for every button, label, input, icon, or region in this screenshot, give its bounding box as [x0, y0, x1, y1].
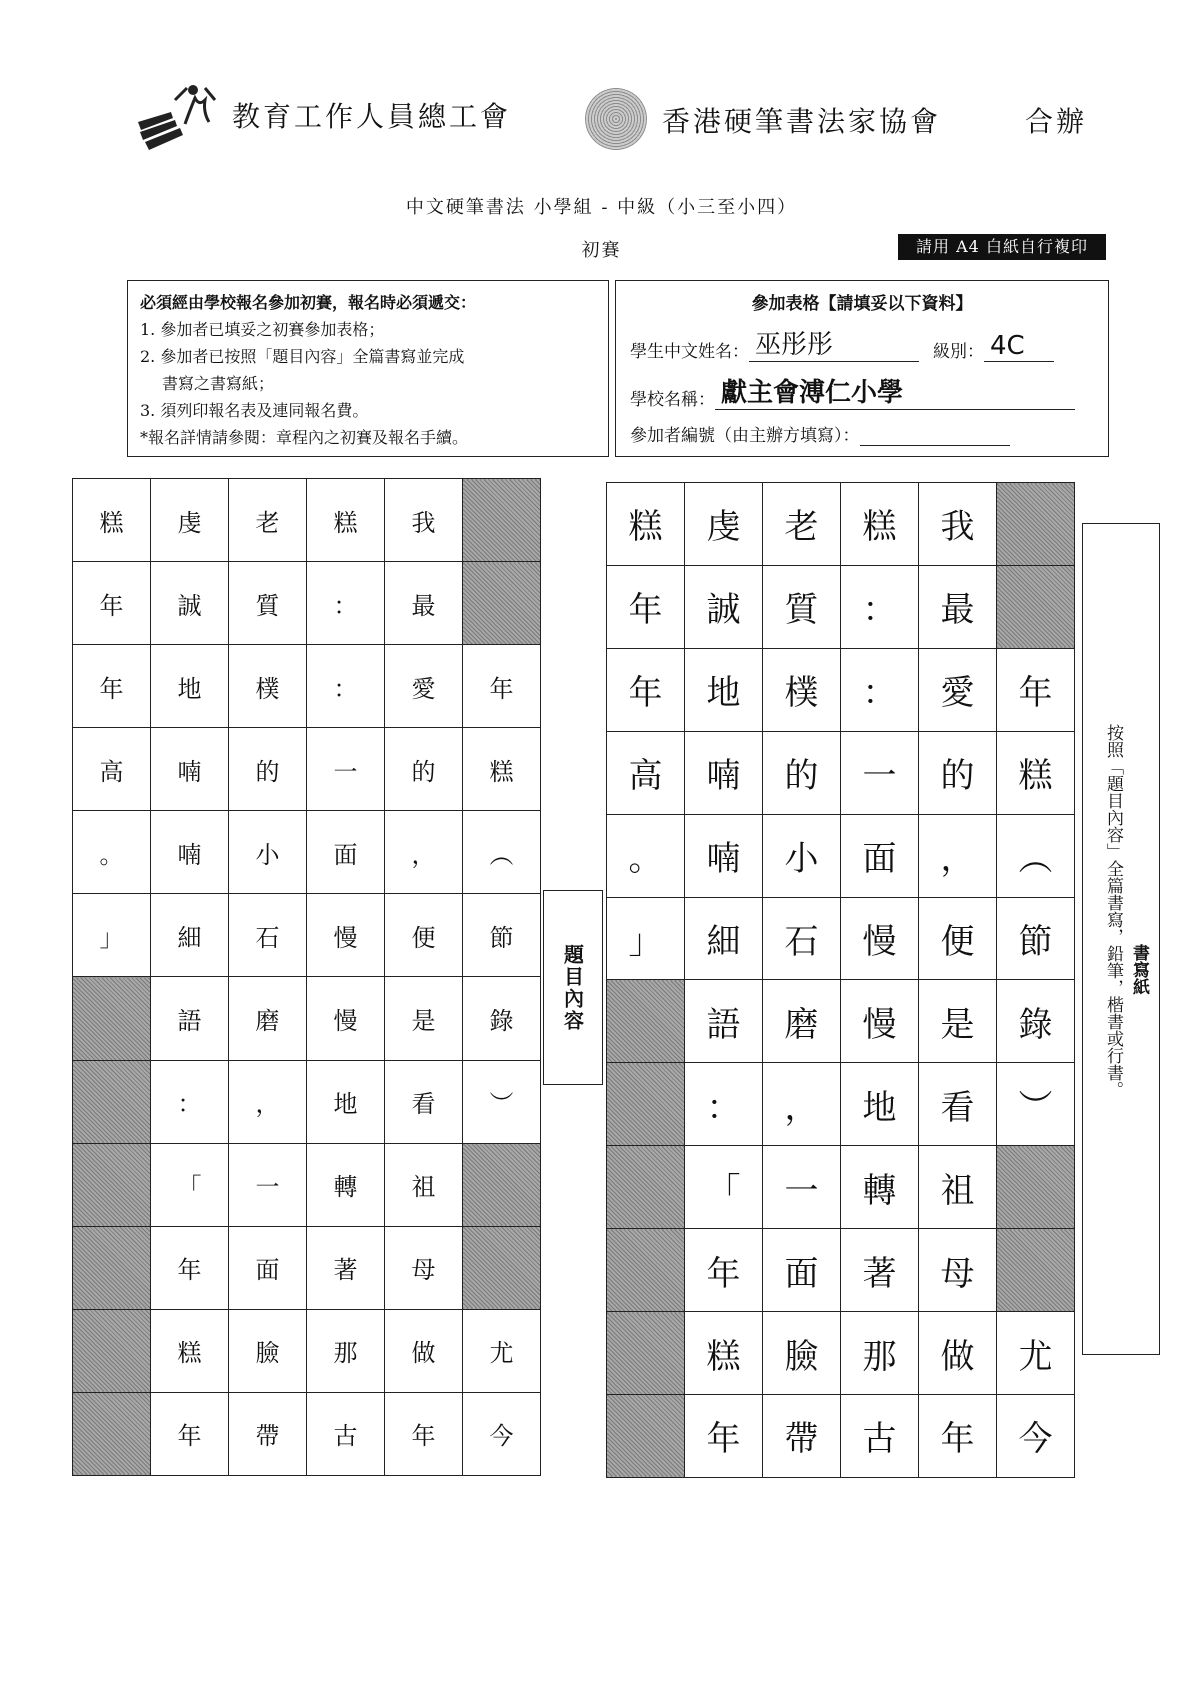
- topic-grid-cell: 誠: [151, 562, 229, 645]
- writing-grid-cell: 一: [841, 731, 919, 814]
- writing-grid-cell: ︵: [997, 814, 1075, 897]
- topic-grid-cell: [73, 1060, 151, 1143]
- writing-grid-cell: 我: [919, 483, 997, 566]
- topic-grid-row: [73, 1309, 541, 1392]
- writing-grid-row: [607, 1312, 1075, 1395]
- topic-grid-cell: 喃: [151, 728, 229, 811]
- topic-grid-cell: 最: [385, 562, 463, 645]
- topic-grid-cell: 母: [385, 1226, 463, 1309]
- writing-grid-row: [607, 980, 1075, 1063]
- writing-grid-cell: [607, 1312, 685, 1395]
- writing-grid-cell: 喃: [685, 731, 763, 814]
- writing-grid-row: [607, 1229, 1075, 1312]
- entry-form-box: [615, 280, 1109, 457]
- topic-grid-cell: 古: [307, 1392, 385, 1475]
- participant-id-label: 參加者編號（由主辦方填寫）：: [630, 426, 860, 446]
- writing-grid-cell: 古: [841, 1394, 919, 1477]
- topic-grid-cell: 面: [229, 1226, 307, 1309]
- writing-grid-row: [607, 565, 1075, 648]
- writing-paper-label: 書寫紙: [1129, 944, 1149, 995]
- writing-grid-cell: 細: [685, 897, 763, 980]
- topic-grid-cell: 樸: [229, 645, 307, 728]
- writing-grid-cell: ，: [919, 814, 997, 897]
- participant-id-field[interactable]: [860, 420, 1010, 446]
- writing-grid-cell: 糕: [607, 483, 685, 566]
- topic-grid-cell: 年: [463, 645, 541, 728]
- topic-grid-cell: [73, 977, 151, 1060]
- topic-grid-cell: [73, 1392, 151, 1475]
- writing-grid-cell: 轉: [841, 1146, 919, 1229]
- requirements-note: *報名詳情請參閱：章程內之初賽及報名手續。: [140, 428, 469, 447]
- topic-grid-cell: 喃: [151, 811, 229, 894]
- writing-grid-cell: 做: [919, 1312, 997, 1395]
- topic-grid-cell: 糕: [73, 479, 151, 562]
- requirement-item-1: 1. 參加者已填妥之初賽參加表格；: [140, 320, 385, 339]
- writing-grid-cell: [997, 483, 1075, 566]
- topic-grid-cell: 臉: [229, 1309, 307, 1392]
- writing-grid-cell: [607, 1229, 685, 1312]
- topic-grid-cell: 愛: [385, 645, 463, 728]
- topic-grid-cell: 慢: [307, 977, 385, 1060]
- writing-grid-cell: 高: [607, 731, 685, 814]
- topic-grid-cell: 著: [307, 1226, 385, 1309]
- writing-grid-cell: 面: [763, 1229, 841, 1312]
- topic-grid-cell: 」: [73, 894, 151, 977]
- writing-grid-cell: 面: [841, 814, 919, 897]
- writing-grid-cell: 慢: [841, 897, 919, 980]
- topic-grid-cell: ，: [229, 1060, 307, 1143]
- writing-grid-cell: ，: [763, 1063, 841, 1146]
- class-field[interactable]: 4C: [984, 331, 1054, 362]
- topic-grid-cell: 年: [151, 1226, 229, 1309]
- topic-grid-cell: [463, 479, 541, 562]
- school-name-field[interactable]: 獻主會溥仁小學: [715, 372, 1075, 410]
- topic-grid-row: [73, 645, 541, 728]
- writing-grid-cell: 」: [607, 897, 685, 980]
- writing-grid-cell: 老: [763, 483, 841, 566]
- school-name-label: 學校名稱：: [630, 390, 715, 410]
- writing-grid-cell: 錄: [997, 980, 1075, 1063]
- writing-grid-cell: 今: [997, 1394, 1075, 1477]
- topic-grid-cell: [73, 1143, 151, 1226]
- topic-grid-cell: 糕: [463, 728, 541, 811]
- org-name-association: 香港硬筆書法家協會: [662, 105, 942, 138]
- topic-grid-cell: ，: [385, 811, 463, 894]
- topic-grid-cell: 慢: [307, 894, 385, 977]
- round-label: 初賽: [581, 240, 622, 261]
- writing-grid-cell: 節: [997, 897, 1075, 980]
- writing-grid-cell: 年: [919, 1394, 997, 1477]
- writing-grid-cell: 著: [841, 1229, 919, 1312]
- topic-grid-row: [73, 728, 541, 811]
- topic-grid-row: [73, 977, 541, 1060]
- topic-grid-cell: 是: [385, 977, 463, 1060]
- topic-grid-cell: [463, 1226, 541, 1309]
- writing-grid-row: [607, 1063, 1075, 1146]
- topic-grid-cell: ：: [307, 562, 385, 645]
- writing-grid-cell: 喃: [685, 814, 763, 897]
- topic-grid-cell: 地: [307, 1060, 385, 1143]
- org-name-union: 教育工作人員總工會: [232, 100, 512, 133]
- topic-grid-cell: 的: [229, 728, 307, 811]
- writing-grid-cell: 樸: [763, 648, 841, 731]
- student-name-label: 學生中文姓名：: [630, 342, 749, 362]
- topic-grid-cell: 糕: [151, 1309, 229, 1392]
- writing-grid-cell: [607, 1063, 685, 1146]
- writing-grid-cell: 地: [841, 1063, 919, 1146]
- topic-grid-row: [73, 894, 541, 977]
- topic-grid-cell: 。: [73, 811, 151, 894]
- writing-grid-cell: 。: [607, 814, 685, 897]
- writing-grid-cell: 臉: [763, 1312, 841, 1395]
- writing-grid-cell: ：: [841, 648, 919, 731]
- copy-instruction-badge: 請用 A4 白紙自行複印: [898, 234, 1106, 260]
- writing-grid-cell: 是: [919, 980, 997, 1063]
- writing-grid-cell: 帶: [763, 1394, 841, 1477]
- writing-grid-cell: [607, 1146, 685, 1229]
- topic-grid-cell: 年: [73, 645, 151, 728]
- topic-grid-cell: 轉: [307, 1143, 385, 1226]
- co-organized-label: 合辦: [1025, 105, 1088, 138]
- writing-grid-cell: 糕: [997, 731, 1075, 814]
- topic-grid-cell: 節: [463, 894, 541, 977]
- topic-grid-cell: 質: [229, 562, 307, 645]
- writing-grid-cell: 年: [685, 1394, 763, 1477]
- requirement-item-3: 3. 須列印報名表及連同報名費。: [140, 401, 369, 420]
- topic-grid-cell: 做: [385, 1309, 463, 1392]
- writing-grid-cell: 最: [919, 565, 997, 648]
- writing-grid-row: [607, 1146, 1075, 1229]
- topic-grid-cell: 那: [307, 1309, 385, 1392]
- topic-grid-cell: 我: [385, 479, 463, 562]
- writing-grid-cell: 糕: [841, 483, 919, 566]
- writing-grid-cell: [997, 1229, 1075, 1312]
- topic-grid-cell: [73, 1226, 151, 1309]
- writing-grid-cell: 質: [763, 565, 841, 648]
- topic-grid-cell: 年: [151, 1392, 229, 1475]
- requirements-heading: 必須經由學校報名參加初賽，報名時必須遞交：: [140, 293, 477, 312]
- student-name-field[interactable]: 巫彤彤: [749, 324, 919, 362]
- topic-grid-cell: 老: [229, 479, 307, 562]
- topic-grid-cell: 語: [151, 977, 229, 1060]
- writing-grid-cell: 誠: [685, 565, 763, 648]
- class-label: 級別：: [933, 342, 984, 362]
- topic-content-label: 題目內容: [543, 890, 603, 1085]
- writing-grid-cell: 地: [685, 648, 763, 731]
- topic-grid-cell: [463, 1143, 541, 1226]
- writing-paper-grid: [606, 482, 1075, 1478]
- topic-grid-cell: 尤: [463, 1309, 541, 1392]
- topic-grid-cell: 「: [151, 1143, 229, 1226]
- topic-grid-cell: ︵: [463, 811, 541, 894]
- topic-grid-cell: 錄: [463, 977, 541, 1060]
- topic-grid-cell: 地: [151, 645, 229, 728]
- writing-grid-row: [607, 814, 1075, 897]
- union-logo: [135, 80, 220, 155]
- topic-grid-row: [73, 1392, 541, 1475]
- writing-grid-cell: 母: [919, 1229, 997, 1312]
- topic-grid-row: [73, 562, 541, 645]
- writing-grid-cell: 的: [763, 731, 841, 814]
- writing-grid-cell: [607, 980, 685, 1063]
- topic-grid-cell: [73, 1309, 151, 1392]
- writing-instruction: 按照「題目內容」全篇書寫，鉛筆，楷書或行書。: [1103, 724, 1123, 1098]
- writing-grid-cell: 愛: [919, 648, 997, 731]
- topic-grid-cell: ：: [307, 645, 385, 728]
- entry-form-title: 參加表格【請填妥以下資料】: [751, 294, 973, 314]
- writing-grid-cell: 的: [919, 731, 997, 814]
- writing-grid-row: [607, 483, 1075, 566]
- topic-grid-cell: 的: [385, 728, 463, 811]
- competition-title: 中文硬筆書法 小學組 - 中級（小三至小四）: [405, 197, 798, 218]
- writing-paper-instruction-box: [1082, 523, 1160, 1355]
- writing-grid-cell: 尤: [997, 1312, 1075, 1395]
- writing-grid-cell: 磨: [763, 980, 841, 1063]
- requirement-item-2-cont: 書寫之書寫紙；: [162, 374, 275, 393]
- topic-grid-row: [73, 1060, 541, 1143]
- writing-grid-cell: 年: [685, 1229, 763, 1312]
- calligraphy-association-seal: [585, 88, 647, 150]
- writing-grid-cell: 石: [763, 897, 841, 980]
- writing-grid-cell: 年: [607, 648, 685, 731]
- writing-grid-cell: 看: [919, 1063, 997, 1146]
- writing-grid-row: [607, 897, 1075, 980]
- topic-content-grid: [72, 478, 541, 1476]
- topic-grid-cell: 帶: [229, 1392, 307, 1475]
- topic-grid-cell: 今: [463, 1392, 541, 1475]
- writing-grid-cell: 年: [997, 648, 1075, 731]
- writing-grid-cell: ：: [841, 565, 919, 648]
- requirements-box: [127, 280, 609, 457]
- topic-grid-cell: 一: [307, 728, 385, 811]
- writing-grid-cell: 慢: [841, 980, 919, 1063]
- topic-grid-cell: 小: [229, 811, 307, 894]
- topic-grid-row: [73, 811, 541, 894]
- writing-grid-cell: 「: [685, 1146, 763, 1229]
- writing-grid-cell: 糕: [685, 1312, 763, 1395]
- topic-grid-cell: 年: [73, 562, 151, 645]
- topic-grid-cell: 糕: [307, 479, 385, 562]
- topic-grid-cell: [463, 562, 541, 645]
- writing-grid-cell: [997, 565, 1075, 648]
- writing-grid-row: [607, 1394, 1075, 1477]
- topic-grid-cell: 石: [229, 894, 307, 977]
- topic-grid-cell: ：: [151, 1060, 229, 1143]
- writing-grid-cell: 虔: [685, 483, 763, 566]
- topic-grid-cell: ︶: [463, 1060, 541, 1143]
- topic-grid-cell: 年: [385, 1392, 463, 1475]
- writing-grid-cell: 小: [763, 814, 841, 897]
- topic-grid-cell: 便: [385, 894, 463, 977]
- topic-grid-cell: 細: [151, 894, 229, 977]
- topic-grid-cell: 高: [73, 728, 151, 811]
- writing-grid-row: [607, 731, 1075, 814]
- writing-grid-cell: 一: [763, 1146, 841, 1229]
- writing-grid-cell: 便: [919, 897, 997, 980]
- topic-grid-cell: 磨: [229, 977, 307, 1060]
- writing-grid-cell: 年: [607, 565, 685, 648]
- writing-grid-cell: 那: [841, 1312, 919, 1395]
- topic-grid-row: [73, 1143, 541, 1226]
- writing-grid-cell: [997, 1146, 1075, 1229]
- writing-grid-cell: ：: [685, 1063, 763, 1146]
- topic-grid-cell: 一: [229, 1143, 307, 1226]
- writing-grid-cell: [607, 1394, 685, 1477]
- topic-grid-row: [73, 479, 541, 562]
- topic-grid-cell: 面: [307, 811, 385, 894]
- writing-grid-cell: ︶: [997, 1063, 1075, 1146]
- topic-grid-row: [73, 1226, 541, 1309]
- writing-grid-row: [607, 648, 1075, 731]
- topic-grid-cell: 祖: [385, 1143, 463, 1226]
- writing-grid-cell: 語: [685, 980, 763, 1063]
- requirement-item-2: 2. 參加者已按照「題目內容」全篇書寫並完成: [140, 347, 465, 366]
- topic-grid-cell: 虔: [151, 479, 229, 562]
- writing-grid-cell: 祖: [919, 1146, 997, 1229]
- topic-grid-cell: 看: [385, 1060, 463, 1143]
